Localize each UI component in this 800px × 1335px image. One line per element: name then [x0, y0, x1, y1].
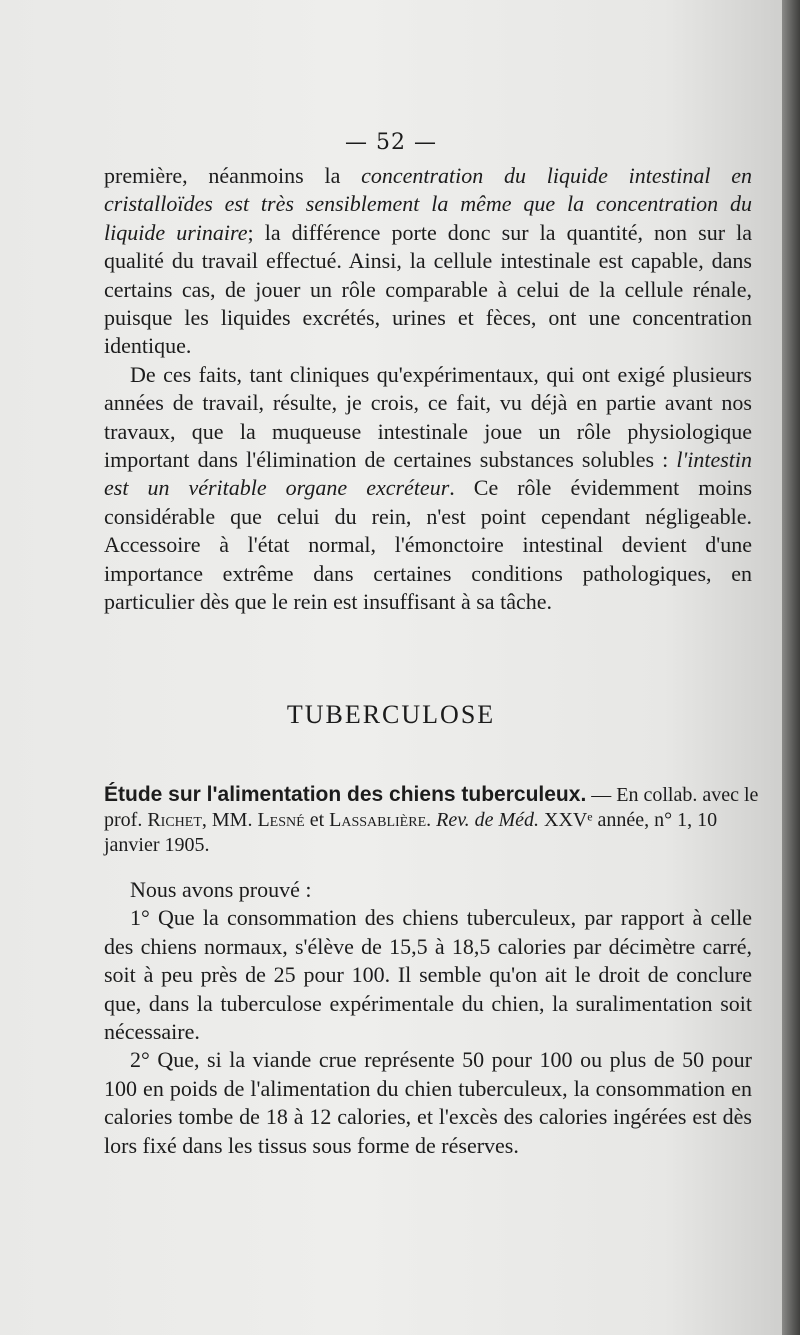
section-heading: TUBERCULOSE: [286, 700, 496, 729]
bibliographic-reference: [104, 782, 764, 858]
page-number: — 52 —: [345, 130, 437, 155]
reference-collab: — En collab. avec le prof.: [104, 784, 759, 831]
body-text: [104, 876, 752, 1160]
text-run: . Ce rôle évidemment moins considérable que celui du rein, n'est point cependant négligeable. Accessoire à l'état normal, l'émonctoire intestinal devient d'une importance extrême dans certaines conditions pathologiques, en particulier dès que le rein est insuffisant à sa tâche.: [104, 475, 752, 615]
body-item-1: 1° Que la consommation des chiens tuberculeux, par rapport à celle des chiens normaux, s'élève de 15,5 à 18,5 calories par décimètre carré, soit à peu près de 25 pour 100. Il semble qu'on ait le droit de conclure que, dans la tuberculose expérimentale du chien, la suralimentation soit nécessaire.: [104, 905, 752, 1045]
italic-run: concentration du liquide intestinal en cristalloïdes est très sensiblement la même que la concentration du liquide urinaire: [104, 163, 752, 245]
reference-author: Lassablière: [329, 809, 427, 831]
reference-sep: .: [426, 809, 437, 831]
intro-text: [104, 162, 752, 617]
reference-author: Richet: [147, 809, 202, 831]
body-lead: Nous avons prouvé :: [130, 877, 312, 902]
body-item-2: 2° Que, si la viande crue représente 50 pour 100 ou plus de 50 pour 100 en poids de l'alimentation du chien tuberculeux, la consommation en calories tombe de 18 à 12 calories, et l'excès des calories ingérées est dès lors fixé dans les tissus sous forme de réserves.: [104, 1047, 752, 1158]
intro-paragraph-1: [104, 162, 752, 361]
reference-author: Lesné: [257, 809, 305, 831]
intro-paragraph-2: [104, 361, 752, 617]
page-edge-shadow: [782, 0, 800, 1335]
text-run: première, néanmoins la: [104, 163, 362, 188]
text-run: ; la différence porte donc sur la quantité, non sur la qualité du travail effectué. Ainsi, la cellule intestinale est capable, dans certains cas, de jouer un rôle comparable à celui de la cellule rénale, puisque les liquides excrétés, urines et fèces, ont une concentration identique.: [104, 219, 752, 359]
reference-sep: , MM.: [201, 809, 258, 831]
reference-sep: et: [304, 809, 330, 831]
italic-run: l'intestin est un véritable organe excréteur: [104, 447, 752, 501]
reference-journal: Rev. de Méd.: [436, 809, 540, 831]
text-run: De ces faits, tant cliniques qu'expérimentaux, qui ont exigé plusieurs années de travail, résulte, je crois, ce fait, vu déjà en partie avant nos travaux, que la muqueuse intestinale joue un rôle physiologique important dans l'élimination de certaines substances solubles :: [104, 361, 752, 473]
reference-title: Étude sur l'alimentation des chiens tuberculeux.: [104, 783, 587, 806]
reference-volume: XXVᵉ année, n° 1, 10 janvier 1905.: [104, 809, 718, 856]
